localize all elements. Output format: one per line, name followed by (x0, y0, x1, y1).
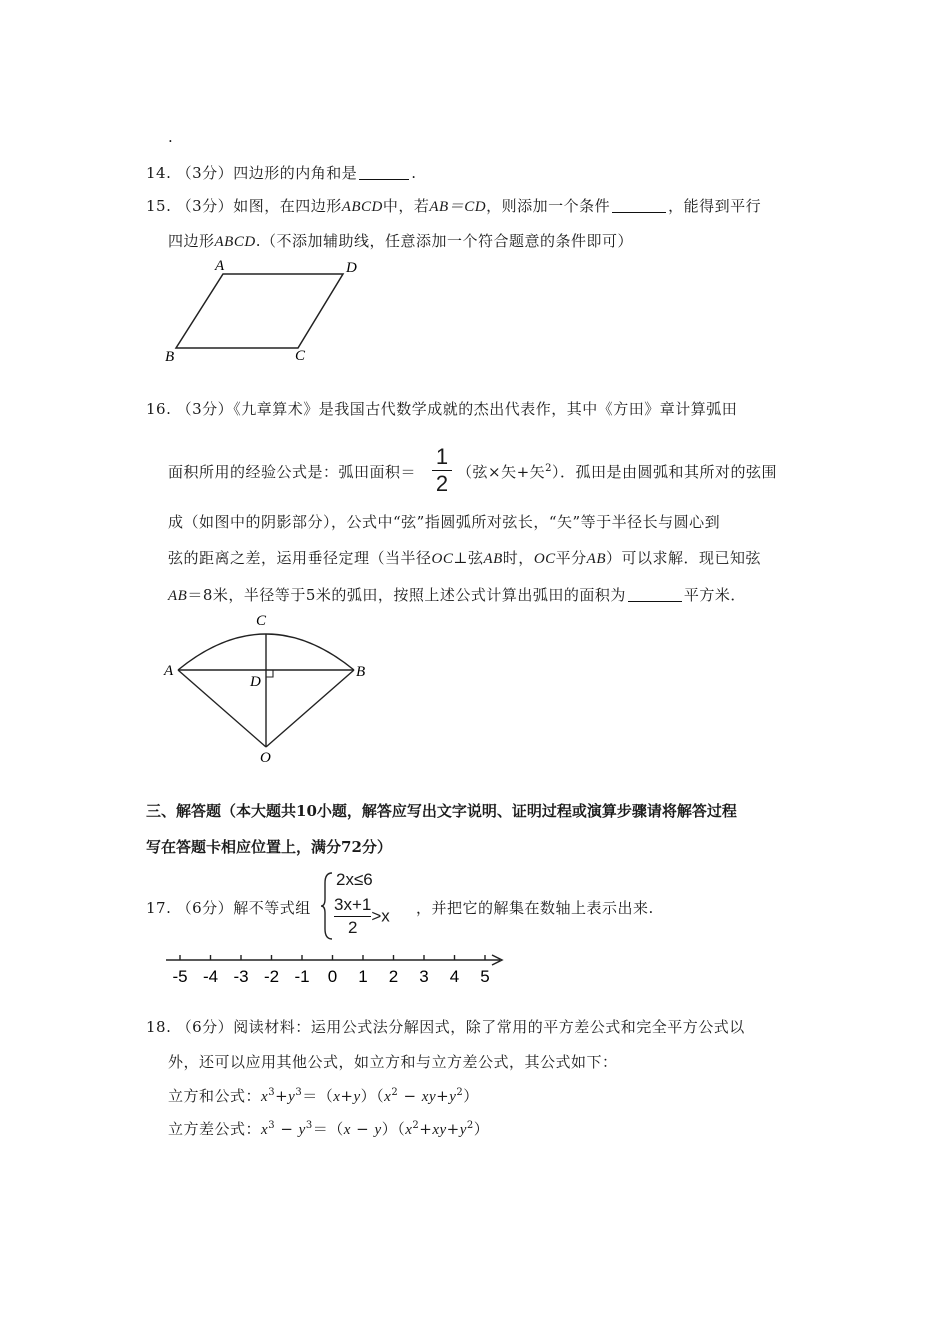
number-line-label: 5 (480, 967, 490, 986)
question-15-line-2 (168, 230, 633, 251)
q15-abcd: ABCD (341, 199, 383, 215)
q16-line2-a: 面积所用的经验公式是：弧田面积＝ (168, 463, 417, 481)
radius-ob (266, 670, 354, 747)
q16-line4-i: ）可以求解．现已知弦 (606, 549, 762, 567)
cube-diff-formula: 立方差公式：$x^3 - y^3=(x - y)(x^2+xy+y^2)$ (168, 1120, 490, 1138)
number-line-label: -5 (172, 967, 188, 986)
q18-line1: 阅读材料：运用公式法分解因式，除了常用的平方差公式和完全平方公式以 (233, 1018, 745, 1036)
question-16-line-1 (146, 398, 737, 419)
number-line-label: 4 (449, 967, 460, 986)
cube-diff-label: 立方差公式： (168, 1120, 262, 1138)
label-b: B (356, 664, 366, 680)
right-angle-mark (266, 670, 273, 677)
question-15-line-1 (146, 195, 761, 216)
q17-ineq2-bar (334, 916, 371, 917)
q16-line5-c: 平方米． (683, 586, 746, 604)
q14-end: . (411, 164, 417, 182)
q16-line5-b: ＝8米，半径等于5米的弧田，按照上述公式计算出弧田的面积为 (187, 586, 626, 604)
question-16-line-2 (168, 461, 416, 482)
q16-line4-ab2: AB (586, 551, 606, 567)
number-line (160, 946, 520, 990)
question-16-line-2-rest (457, 461, 777, 482)
number-line-label: 1 (358, 967, 368, 986)
q16-line4-e: 时， (502, 549, 534, 567)
number-line-label: 0 (327, 967, 338, 986)
q17-ineq2-denominator: 2 (347, 918, 358, 937)
q17-brace (320, 871, 334, 941)
label-c: C (295, 348, 306, 364)
cube-sum-label: 立方和公式： (168, 1087, 262, 1105)
q15-text-2: 中，若 (382, 197, 430, 215)
q15-line2-c: .（不添加辅助线，任意添加一个符合题意的条件即可） (255, 232, 633, 250)
q16-fraction-denominator: 2 (435, 471, 449, 496)
q18-number: 18. (146, 1018, 172, 1036)
q16-line2-b: （弦×矢+矢 (457, 463, 546, 481)
question-16-line-5 (168, 584, 746, 605)
q15-score: （3分） (176, 197, 234, 215)
q16-line4-oc: OC (431, 551, 454, 567)
question-16-line-4 (168, 547, 761, 568)
q15-ab-eq-cd: AB＝CD (429, 199, 487, 215)
section-3-heading-line-2: 写在答题卡相应位置上，满分72分） (146, 838, 392, 856)
q16-line5-ab: AB (168, 588, 188, 604)
q15-line2-a: 四边形 (168, 232, 215, 250)
label-a: A (215, 258, 225, 274)
q17-inequality-2 (334, 895, 390, 938)
q16-score: （3分） (176, 400, 234, 418)
question-18-line-2: 外，还可以应用其他公式，如立方和与立方差公式，其公式如下： (168, 1053, 618, 1071)
q16-number: 16. (146, 400, 172, 418)
question-17-intro (146, 897, 311, 918)
q16-line4-oc2: OC (533, 551, 556, 567)
q17-number: 17. (146, 899, 172, 917)
q16-line2-sup: 2 (545, 463, 553, 474)
q17-text-a: 解不等式组 (233, 899, 311, 917)
q17-ineq2-numerator: 3x+1 (334, 895, 372, 914)
label-o: O (260, 750, 271, 766)
q15-answer-blank[interactable] (612, 198, 666, 213)
number-line-label: 3 (419, 967, 429, 986)
label-d: D (250, 674, 261, 690)
stray-dot: . (168, 128, 173, 146)
q16-line2-c: ）．孤田是由圆弧和其所对的弦围 (552, 463, 778, 481)
q14-score: （3分） (176, 164, 234, 182)
q16-fraction (432, 446, 452, 495)
q15-number: 15. (146, 197, 172, 215)
label-a: A (164, 663, 174, 679)
number-line-label: 2 (388, 967, 399, 986)
q14-text: 四边形的内角和是 (233, 164, 358, 182)
q15-text-4: ，能得到平行 (668, 197, 762, 215)
number-line-label: -4 (202, 967, 219, 986)
q16-line4-g: 平分 (555, 549, 587, 567)
q16-line4-c: ⊥弦 (453, 549, 484, 567)
q18-score: （6分） (176, 1018, 234, 1036)
q17-inequality-1: 2x≤6 (336, 870, 373, 889)
q16-line4-a: 弦的距离之差，运用垂径定理（当半径 (168, 549, 432, 567)
q16-line3: 成（如图中的阴影部分），公式中“弦”指圆弧所对弦长，“矢”等于半径长与圆心到 (168, 513, 721, 531)
question-17-tail: ，并把它的解集在数轴上表示出来. (416, 899, 654, 917)
q16-answer-blank[interactable] (628, 587, 682, 602)
cube-sum-formula: 立方和公式：$x^3+y^3=(x+y)(x^2 - xy+y^2)$ (168, 1087, 479, 1105)
q16-line1: 《九章算术》是我国古代数学成就的杰出代表作，其中《方田》章计算弧田 (233, 400, 738, 418)
q16-fraction-numerator: 1 (435, 444, 449, 469)
label-d: D (346, 260, 357, 276)
parallelogram-shape (176, 274, 343, 348)
question-16-line-3 (168, 511, 720, 532)
q15-text-3: ，则添加一个条件 (486, 197, 611, 215)
arc-field-figure (160, 610, 380, 770)
q14-answer-blank[interactable] (359, 165, 409, 180)
q14-number: 14. (146, 164, 172, 182)
label-c: C (256, 613, 267, 629)
q17-score: （6分） (176, 899, 234, 917)
q15-text-1: 如图，在四边形 (233, 197, 342, 215)
q15-line2-abcd: ABCD (214, 234, 256, 250)
q16-line4-ab: AB (483, 551, 503, 567)
number-line-label: -2 (263, 967, 280, 986)
label-b: B (165, 349, 175, 365)
section-3-heading-line-1: 三、解答题（本大题共10小题，解答应写出文字说明、证明过程或演算步骤请将解答过程 (146, 802, 737, 820)
number-line-label: -1 (294, 967, 310, 986)
q17-ineq2-relation: >x (371, 906, 390, 926)
question-14 (146, 162, 416, 183)
number-line-label: -3 (233, 967, 249, 986)
parallelogram-figure (160, 258, 360, 368)
question-18-line-1 (146, 1016, 745, 1037)
